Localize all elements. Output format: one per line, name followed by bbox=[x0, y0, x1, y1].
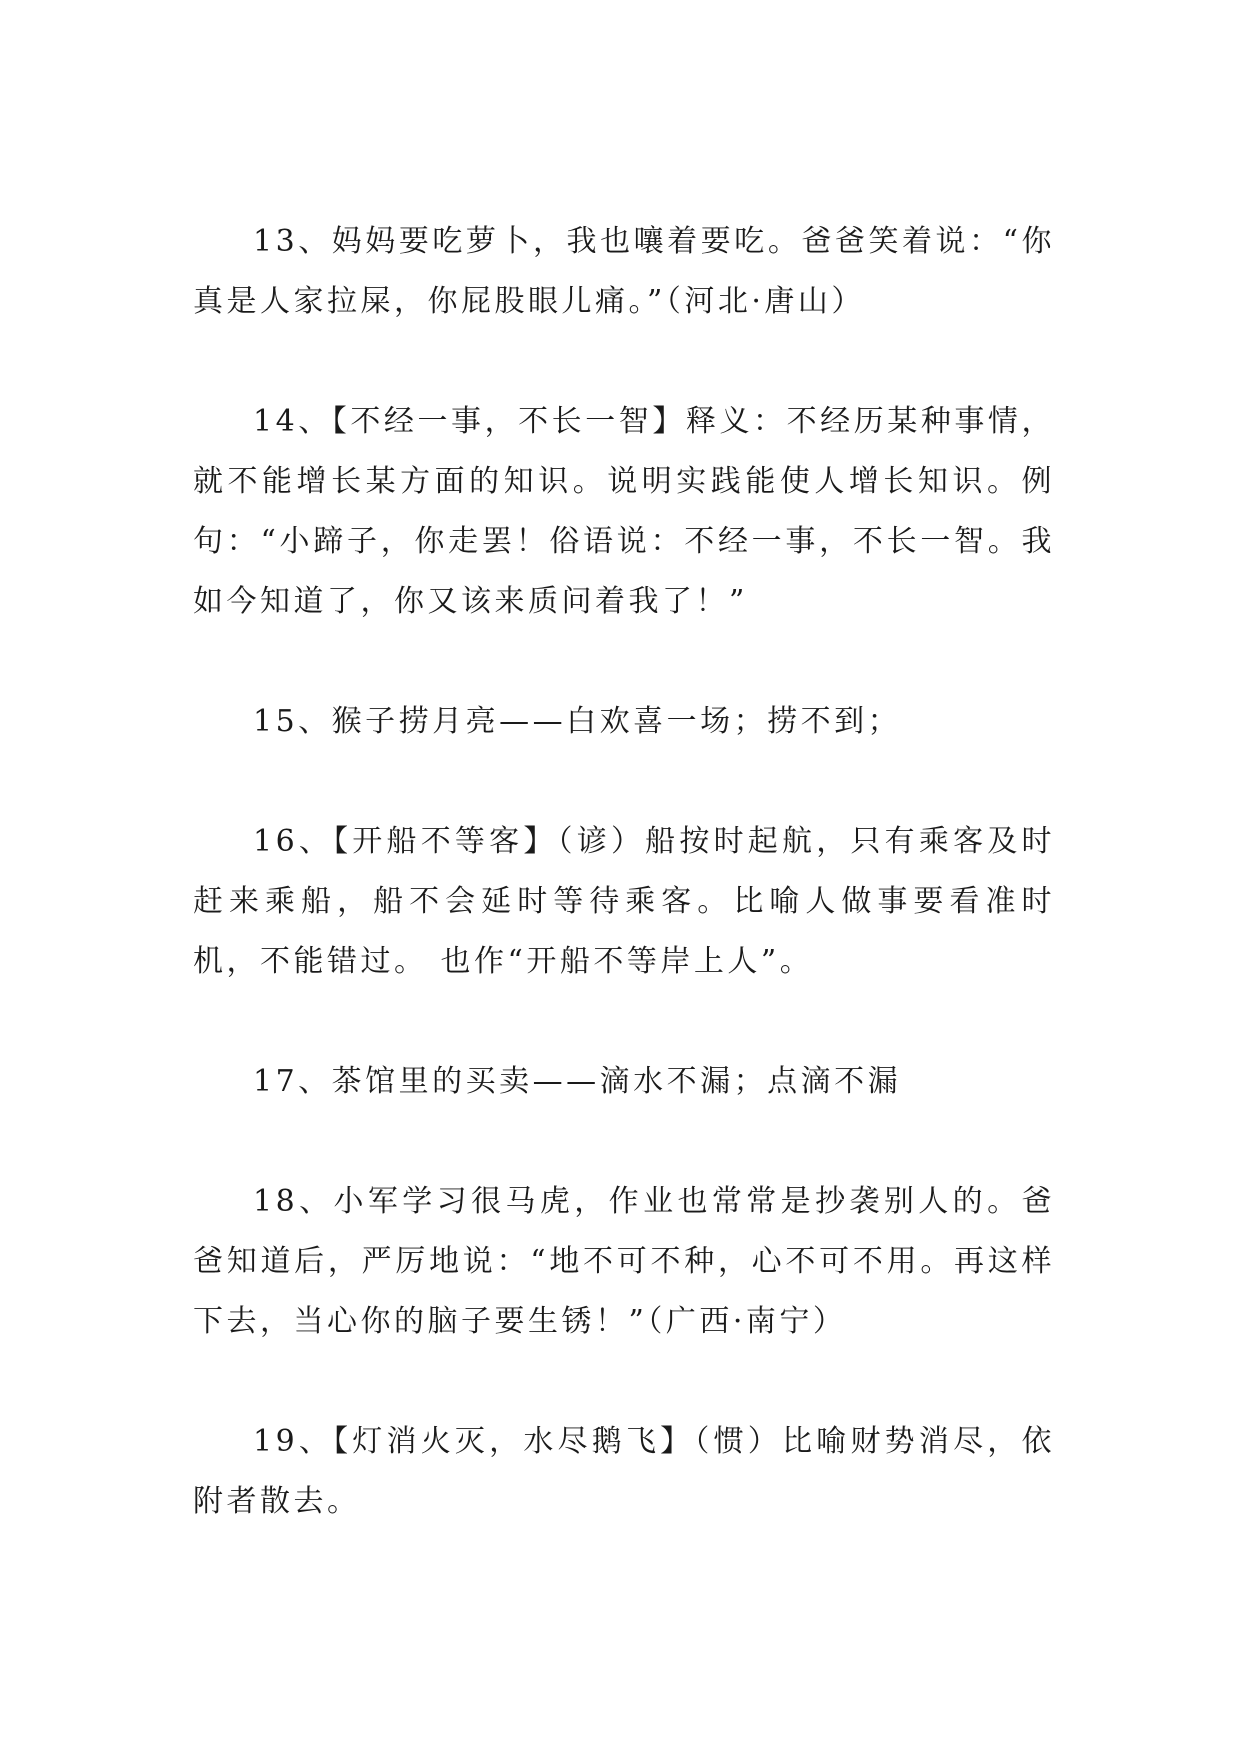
paragraph-19: 19、【灯消火灭，水尽鹅飞】（惯）比喻财势消尽，依附者散去。 bbox=[193, 1424, 1055, 1519]
paragraph-13: 13、妈妈要吃萝卜，我也嚷着要吃。爸爸笑着说：“你真是人家拉屎，你屁股眼儿痛。”（河北·唐山） bbox=[193, 224, 1055, 319]
document-body bbox=[193, 212, 1055, 1592]
paragraph-14: 14、【不经一事，不长一智】释义：不经历某种事情，就不能增长某方面的知识。说明实践能使人增长知识。例句：“小蹄子，你走罢！俗语说：不经一事，不长一智。我如今知道了，你又该来质问着我了！” bbox=[193, 404, 1055, 619]
paragraph-15: 15、猴子捞月亮——白欢喜一场；捞不到； bbox=[253, 704, 902, 739]
paragraph-17: 17、茶馆里的买卖——滴水不漏；点滴不漏 bbox=[253, 1064, 902, 1099]
paragraph-18: 18、小军学习很马虎，作业也常常是抄袭别人的。爸爸知道后，严厉地说：“地不可不种，心不可不用。再这样下去，当心你的脑子要生锈！”（广西·南宁） bbox=[193, 1184, 1055, 1339]
paragraph-16: 16、【开船不等客】（谚）船按时起航，只有乘客及时赶来乘船，船不会延时等待乘客。比喻人做事要看准时机，不能错过。 也作“开船不等岸上人”。 bbox=[193, 824, 1055, 979]
